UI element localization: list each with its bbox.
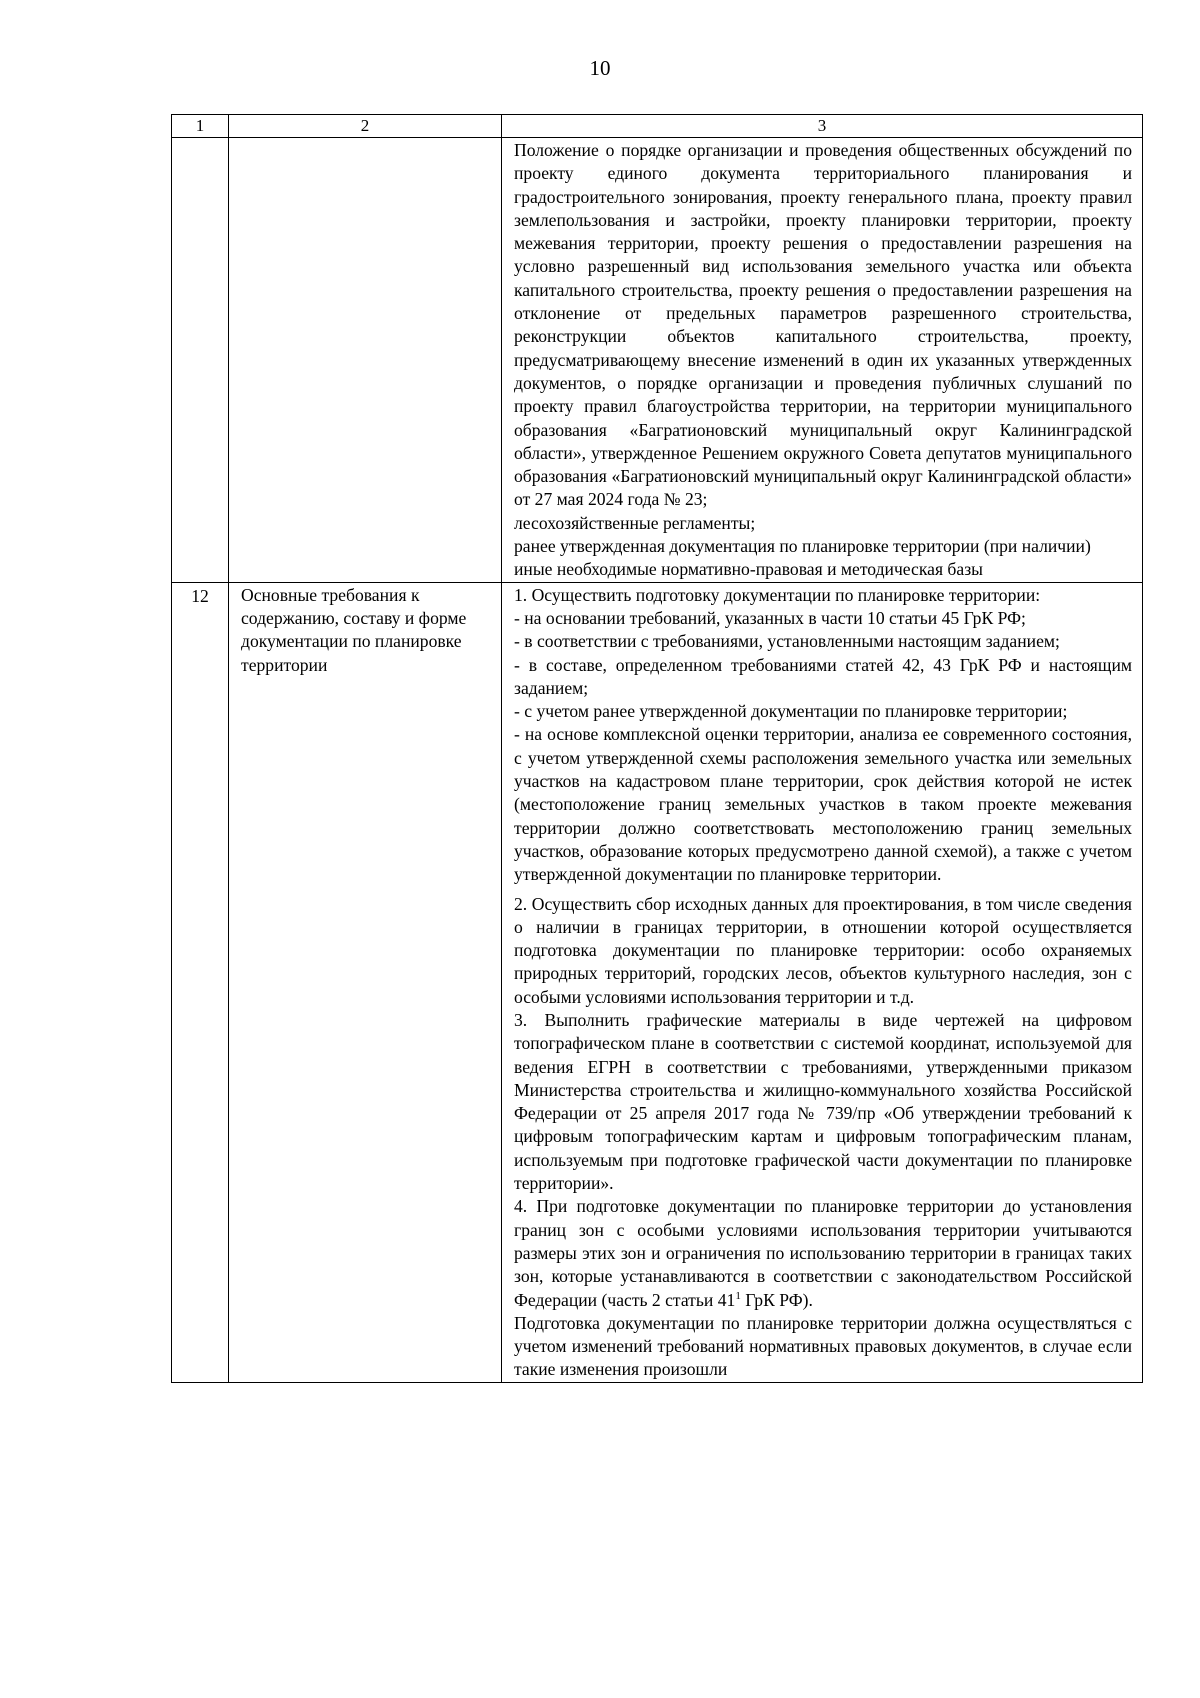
row-number-cell (172, 138, 229, 583)
content-paragraph: - на основе комплексной оценки территории, анализа ее современного состояния, с учетом утвержденной схемы расположения земельного участка или земельных участков на кадастровом плане территории, срок действия которой не истек (местоположение границ земельных участков в таком проекте межевания территории должно соответствовать местоположению границ земельных участков, образование которых предусмотрено данной схемой), а также с учетом утвержденной документации по планировке территории. (514, 724, 1132, 885)
table-header-row (172, 115, 1143, 138)
content-text: ГрК РФ). (740, 1289, 813, 1310)
content-paragraph: ранее утвержденная документация по планировке территории (при наличии) (514, 536, 1091, 557)
content-paragraph: - с учетом ранее утвержденной документации по планировке территории; (514, 701, 1068, 722)
content-paragraph: Положение о порядке организации и проведения общественных обсуждений по проекту единого документа территориального планирования и градостроительного зонирования, проекту генерального плана, проекту правил землепользования и застройки, проекту планировки территории, проекту межевания территории, проекту решения о предоставлении разрешения на условно разрешенный вид использования земельного участка или объекта капитального строительства, проекту решения о предоставлении разрешения на отклонение от предельных параметров разрешенного строительства, реконструкции объектов капитального строительства, проекту, предусматривающему внесение изменений в один их указанных утвержденных документов, о порядке организации и проведения публичных слушаний по проекту правил благоустройства территории, на территории муниципального образования «Багратионовский муниципальный округ Калининградской области», утвержденное Решением окружного Совета депутатов муниципального образования «Багратионовский муниципальный округ Калининградской области» от 27 мая 2024 года № 23; (514, 140, 1132, 510)
content-paragraph: 2. Осуществить сбор исходных данных для проектирования, в том числе сведения о наличии в границах территории, в отношении которой осуществляется подготовка документации по планировке территории: особо охраняемых природных территорий, городских лесов, объектов культурного наследия, зон с особыми условиями использования территории и т.д. (514, 893, 1132, 1007)
header-cell-2: 2 (229, 115, 502, 138)
content-paragraph: - в составе, определенном требованиями статей 42, 43 ГрК РФ и настоящим заданием; (514, 654, 1132, 698)
row-label-cell: Основные требования к содержанию, составу и форме документации по планировке территории (229, 582, 502, 1382)
content-paragraph: 3. Выполнить графические материалы в виде чертежей на цифровом топографическом плане в соответствии с системой координат, используемой для ведения ЕГРН в соответствии с требованиями, утвержденными приказом Министерства строительства и жилищно-коммунального хозяйства Российской Федерации от 25 апреля 2017 года № 739/пр «Об утверждении требований к цифровым топографическим картам и цифровым топографическим планам, используемым при подготовке графической части документации по планировке территории». (514, 1009, 1132, 1194)
content-paragraph: - на основании требований, указанных в части 10 статьи 45 ГрК РФ; (514, 607, 1026, 628)
content-text: 4. При подготовке документации по планировке территории до установления границ зон с особыми условиями использования территории учитываются размеры этих зон и ограничения по использованию территории в границах таких зон, которые устанавливаются в соответствии с законодательством Российской Федерации (часть 2 статьи 41 (514, 1196, 1132, 1310)
content-paragraph: - в соответствии с требованиями, установленными настоящим заданием; (514, 631, 1060, 652)
content-paragraph: 1. Осуществить подготовку документации по планировке территории: (514, 584, 1041, 605)
content-paragraph: Подготовка документации по планировке территории должна осуществляться с учетом изменений требований нормативных правовых документов, в случае если такие изменения произошли (514, 1312, 1132, 1380)
row-content-cell (502, 582, 1143, 1382)
table-row-continuation (172, 138, 1143, 583)
header-cell-1: 1 (172, 115, 229, 138)
content-paragraph: иные необходимые нормативно-правовая и методическая базы (514, 559, 983, 580)
header-cell-3: 3 (502, 115, 1143, 138)
requirements-table (171, 114, 1143, 1383)
row-number-cell: 12 (172, 582, 229, 1382)
content-paragraph: лесохозяйственные регламенты; (514, 512, 756, 533)
row-label-cell (229, 138, 502, 583)
page-number: 10 (589, 56, 611, 80)
superscript: 1 (735, 1289, 741, 1302)
table-row-12 (172, 582, 1143, 1382)
content-paragraph (514, 1195, 1132, 1311)
row-content-cell (502, 138, 1143, 583)
